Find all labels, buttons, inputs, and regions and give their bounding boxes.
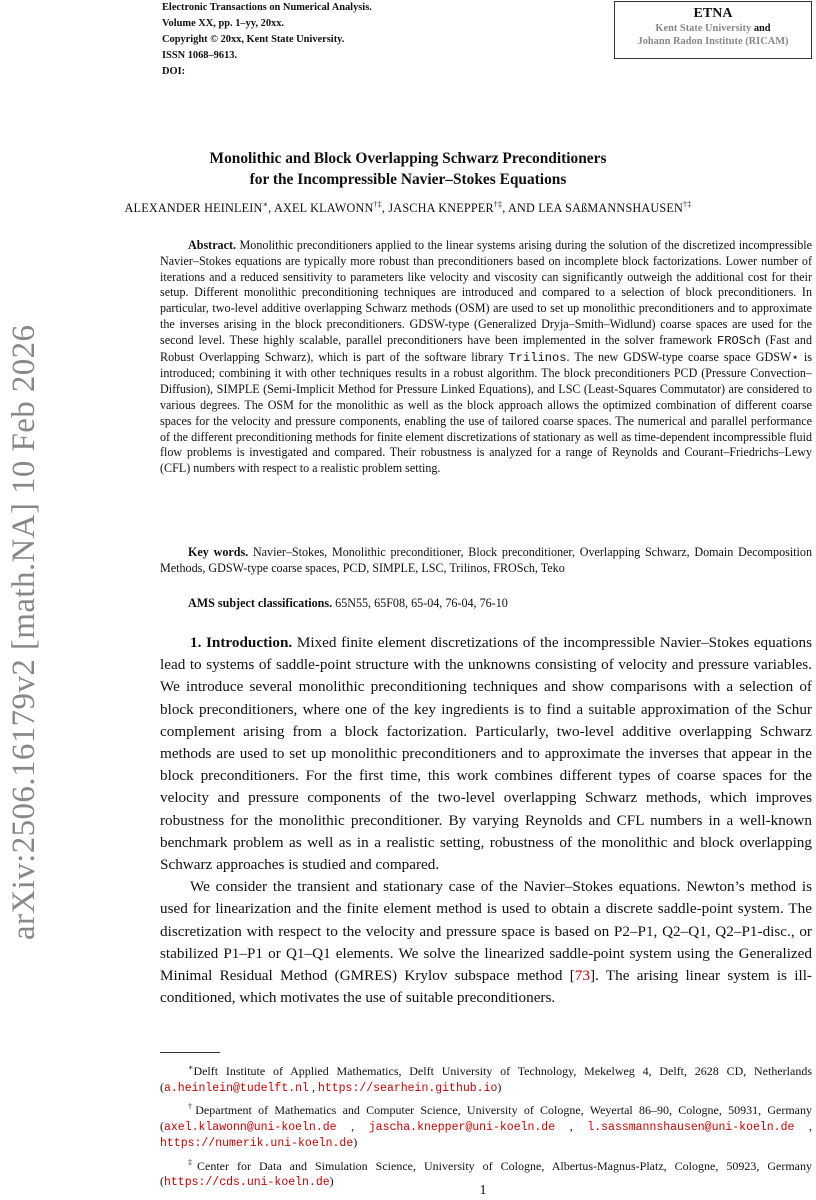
url-link[interactable]: https://cds.uni-koeln.de — [164, 1176, 330, 1189]
email-link[interactable]: jascha.knepper@uni-koeln.de — [368, 1120, 556, 1134]
journal-name: Electronic Transactions on Numerical Analysis. — [162, 2, 372, 13]
section-heading: 1. Introduction. — [190, 634, 293, 651]
abstract: Abstract. Monolithic preconditioners applied to the linear systems arising during the solution of the discretized incompressible Navier–Stokes equations are typically more robust than preconditioners based on incomplete block factorizations. Lower number of iterations and a reduced sensitivity to parameters like velocity and viscosity can significantly outweigh the additional cost for their setup. Different monolithic preconditioning techniques are introduced and compared to a selection of block preconditioners. In particular, two-level additive overlapping Schwarz methods (OSM) are used to set up monolithic preconditioners and to approximate the inverses arising in the block preconditioners. GDSW-type (Generalized Dryja–Smith–Widlund) coarse spaces are used for the second level. These highly scalable, parallel preconditioners have been implemented in the solver framework FROSch (Fast and Robust Overlapping Schwarz), which is part of the software library Trilinos. The new GDSW-type coarse space GDSW⋆ is introduced; combining it with other techniques results in a robust algorithm. The block preconditioners PCD (Pressure Convection–Diffusion), SIMPLE (Semi-Implicit Method for Pressure Linked Equations), and LSC (Least-Squares Commutator) are considered to various degrees. The OSM for the monolithic as well as the block approach allows the optimized combination of different coarse spaces for the velocity and pressure components, enabling the use of tailored coarse spaces. The numerical and parallel performance of the different preconditioning methods for finite element discretizations of stationary as well as time-dependent incompressible fluid flow problems is investigated and compared. Their robustness is analyzed for a range of Reynolds and Courant–Friedrichs–Lewy (CFL) numbers with respect to a realistic problem setting. — [160, 238, 812, 476]
journal-copyright: Copyright © 20xx, Kent State University. — [162, 34, 345, 45]
keywords: Key words. Navier–Stokes, Monolithic preconditioner, Block preconditioner, Overlapping Schwarz, Domain Decomposition Methods, GDSW-type coarse spaces, PCD, SIMPLE, LSC, Trilinos, FROSch, Teko — [160, 545, 812, 575]
etna-logo-box — [614, 1, 812, 59]
email-link[interactable]: l.sassmannshausen@uni-koeln.de — [587, 1120, 795, 1134]
etna-affiliation-2: Johann Radon Institute (RICAM) — [637, 36, 789, 47]
frosch-name: FROSch — [717, 333, 761, 348]
footnote-1: ∗Delft Institute of Applied Mathematics, Delft University of Technology, Mekelweg 4, Delft, 2628 CD, Netherlands (a.heinlein@tudelft.nl , https://searhein.github.io) — [160, 1063, 812, 1095]
ams-classifications: AMS subject classifications. 65N55, 65F08, 65-04, 76-04, 76-10 — [188, 596, 508, 610]
footnote-3: ‡Center for Data and Simulation Science, University of Cologne, Albertus-Magnus-Platz, Cologne, 50923, Germany (https://cds.uni-koeln.de) — [160, 1157, 813, 1189]
journal-header — [162, 0, 372, 80]
page-number: 1 — [479, 1183, 487, 1198]
journal-issn: ISSN 1068–9613. — [162, 50, 238, 61]
footnotes — [160, 1060, 812, 1194]
introduction-section — [160, 632, 812, 1009]
intro-paragraph-2: We consider the transient and stationary case of the Navier–Stokes equations. Newton’s method is used for linearization and the finite element method is used to obtain a discrete saddle-point system. The discretization with respect to the velocity and pressure space is based on P2–P1, Q2–Q1, Q2–P1-disc., or stabilized P1–P1 or Q1–Q1 elements. We solve the linearized saddle-point system using the Generalized Minimal Residual Method (GMRES) Krylov subspace method [73]. The arising linear system is ill-conditioned, which motivates the use of suitable preconditioners. — [160, 878, 812, 1007]
email-link[interactable]: axel.klawonn@uni-koeln.de — [164, 1120, 337, 1134]
citation-link[interactable]: 73 — [574, 967, 590, 985]
etna-title: ETNA — [693, 6, 733, 21]
footnote-divider — [160, 1052, 220, 1053]
url-link[interactable]: https://numerik.uni-koeln.de — [160, 1137, 354, 1150]
email-link[interactable]: a.heinlein@tudelft.nl — [164, 1081, 309, 1095]
intro-paragraph-1: 1. Introduction. Mixed finite element discretizations of the incompressible Navier–Stokes equations lead to systems of saddle-point structure with the unknowns consisting of velocity and pressure variables. We introduce several monolithic preconditioning techniques and show comparisons with a selection of block preconditioners, where one of the key ingredients is to find a suitable approximation of the Schur complement arising from a block factorization. Particularly, two-level additive overlapping Schwarz methods are used to set up monolithic preconditioners and to approximate the inverses that appear in the block preconditioners. For the first time, this work combines different types of coarse spaces for the velocity and pressure components of the two-level overlapping Schwarz methods, which improves robustness for the monolithic preconditioner. By varying Reynolds and CFL numbers in a well-known benchmark problem as well as in a realistic setting, robustness of the monolithic and block overlapping Schwarz approaches is studied and compared. — [160, 634, 812, 874]
etna-affiliation-1: Kent State University and — [655, 23, 771, 34]
footnote-2: †Department of Mathematics and Computer Science, University of Cologne, Weyertal 86–90, Cologne, 50931, Germany (axel.klawonn@uni-koeln.de , jascha.knepper@uni-koeln.de , l.sassmannshausen@uni-koeln.de , https://numerik.uni-koeln.de) — [160, 1102, 813, 1150]
journal-doi: DOI: — [162, 66, 186, 77]
trilinos-name: Trilinos — [508, 350, 567, 365]
journal-volume: Volume XX, pp. 1–yy, 20xx. — [162, 18, 285, 29]
abstract-label: Abstract. — [188, 238, 237, 252]
author-list: ALEXANDER HEINLEIN∗, AXEL KLAWONN†‡, JASCHA KNEPPER†‡, AND LEA SAßMANNSHAUSEN†‡ — [124, 200, 692, 216]
paper-title: Monolithic and Block Overlapping Schwarz Preconditioners for the Incompressible Navier–Stokes Equations — [209, 150, 607, 188]
url-link[interactable]: https://searhein.github.io — [317, 1081, 498, 1095]
